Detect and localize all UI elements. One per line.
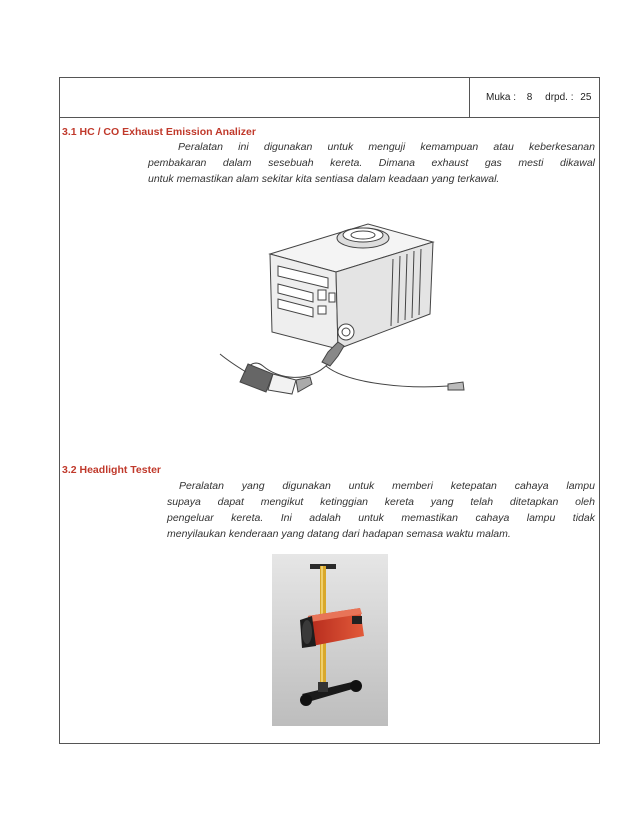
page-number-cell bbox=[469, 78, 600, 117]
page-label: Muka : bbox=[486, 92, 517, 103]
paragraph-line: pengeluar kereta. Ini adalah untuk memastikan cahaya lampu tidak bbox=[167, 512, 595, 524]
paragraph-line: menyilaukan kenderaan yang datang dari hadapan semasa waktu malam. bbox=[167, 528, 511, 540]
total-pages: 25 bbox=[580, 92, 592, 103]
header-row bbox=[60, 78, 599, 118]
section-heading-headlight-tester: 3.2 Headlight Tester bbox=[62, 464, 162, 476]
paragraph-line: Peralatan yang digunakan untuk memberi ketepatan cahaya lampu bbox=[179, 480, 595, 492]
headlight-tester-photo bbox=[272, 554, 388, 726]
paragraph-line: Peralatan ini digunakan untuk menguji kemampuan atau keberkesanan bbox=[178, 141, 595, 153]
section-heading-exhaust-analyzer: 3.1 HC / CO Exhaust Emission Analizer bbox=[62, 126, 256, 138]
paragraph-line: untuk memastikan alam sekitar kita sentiasa dalam keadaan yang terkawal. bbox=[148, 173, 500, 185]
page-number: 8 bbox=[526, 92, 533, 103]
paragraph-line: pembakaran dalam sesebuah kereta. Dimana exhaust gas mesti dikawal bbox=[148, 157, 595, 169]
section-paragraph-headlight-tester bbox=[167, 478, 595, 542]
exhaust-analyzer-illustration bbox=[218, 214, 478, 414]
paragraph-line: supaya dapat mengikut ketinggian kereta yang telah ditetapkan oleh bbox=[167, 496, 595, 508]
section-paragraph-exhaust-analyzer bbox=[148, 139, 595, 187]
of-label: drpd. : bbox=[545, 92, 574, 103]
